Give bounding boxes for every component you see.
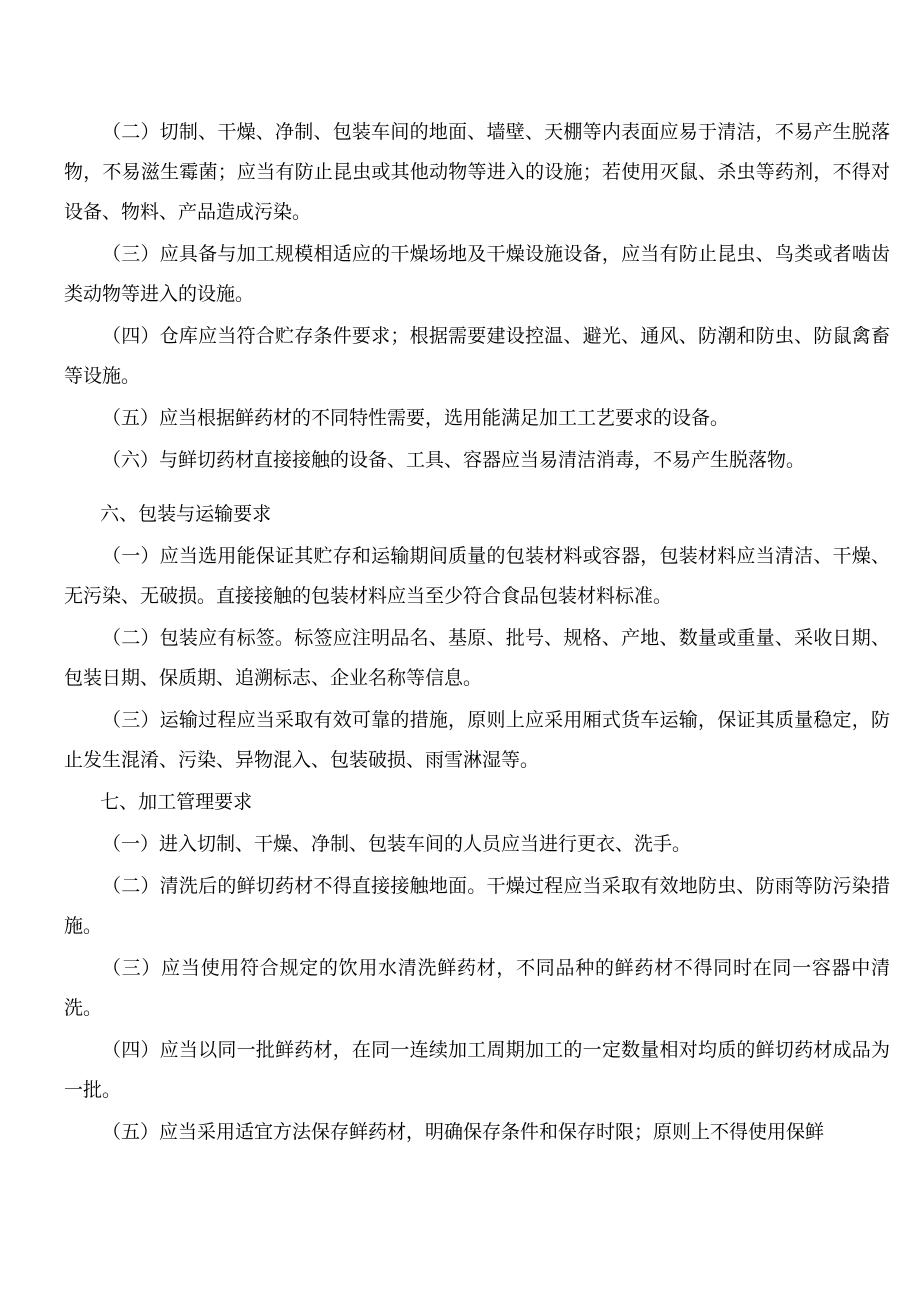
paragraph: （二）包装应有标签。标签应注明品名、基原、批号、规格、产地、数量或重量、采收日期、包装日期、保质期、追溯标志、企业名称等信息。 [64, 627, 890, 689]
section-heading: 七、加工管理要求 [100, 791, 253, 813]
paragraph: （四）应当以同一批鲜药材，在同一连续加工周期加工的一定数量相对均质的鲜切药材成品为一批。 [64, 1039, 890, 1101]
paragraph: （一）应当选用能保证其贮存和运输期间质量的包装材料或容器，包装材料应当清洁、干燥、无污染、无破损。直接接触的包装材料应当至少符合食品包装材料标准。 [64, 545, 890, 607]
paragraph: （二）清洗后的鲜切药材不得直接接触地面。干燥过程应当采取有效地防虫、防雨等防污染措施。 [64, 875, 890, 937]
document-page [64, 112, 890, 1154]
paragraph: （二）切制、干燥、净制、包装车间的地面、墙壁、天棚等内表面应易于清洁，不易产生脱落物，不易滋生霉菌；应当有防止昆虫或其他动物等进入的设施；若使用灭鼠、杀虫等药剂，不得对设备、物料、产品造成污染。 [64, 121, 890, 223]
paragraph: （五）应当采用适宜方法保存鲜药材，明确保存条件和保存时限；原则上不得使用保鲜 [102, 1121, 825, 1143]
paragraph: （三）应具备与加工规模相适应的干燥场地及干燥设施设备，应当有防止昆虫、鸟类或者啮齿类动物等进入的设施。 [64, 243, 890, 305]
paragraph: （四）仓库应当符合贮存条件要求；根据需要建设控温、避光、通风、防潮和防虫、防鼠禽畜等设施。 [64, 325, 890, 387]
paragraph: （六）与鲜切药材直接接触的设备、工具、容器应当易清洁消毒，不易产生脱落物。 [102, 449, 806, 471]
paragraph: （三）应当使用符合规定的饮用水清洗鲜药材，不同品种的鲜药材不得同时在同一容器中清洗。 [64, 957, 890, 1019]
paragraph: （一）进入切制、干燥、净制、包装车间的人员应当进行更衣、洗手。 [102, 833, 692, 855]
paragraph: （五）应当根据鲜药材的不同特性需要，选用能满足加工工艺要求的设备。 [102, 407, 730, 429]
paragraph: （三）运输过程应当采取有效可靠的措施，原则上应采用厢式货车运输，保证其质量稳定，防止发生混淆、污染、异物混入、包装破损、雨雪淋湿等。 [64, 709, 890, 771]
section-heading: 六、包装与运输要求 [100, 503, 272, 525]
